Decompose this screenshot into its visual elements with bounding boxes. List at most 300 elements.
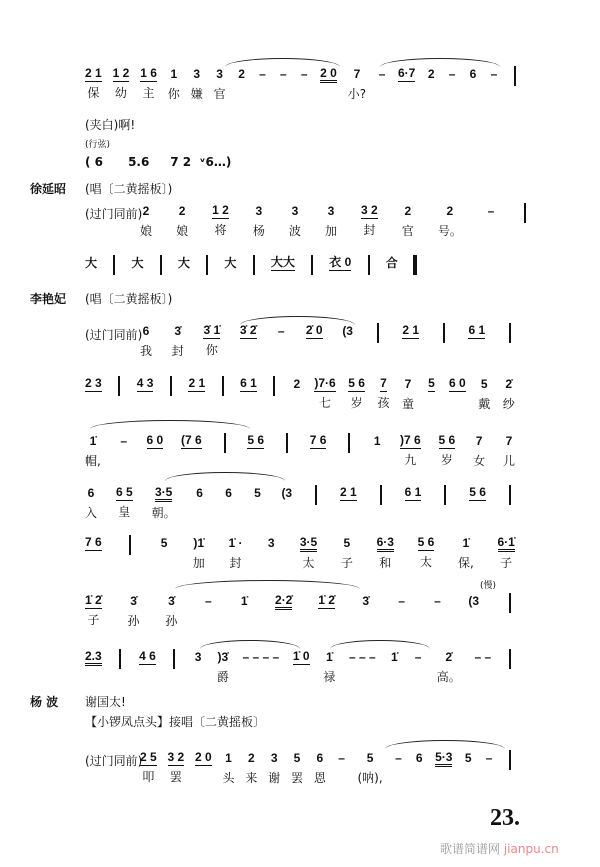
note: 1̇ (391, 650, 398, 664)
note: – (259, 67, 266, 81)
barline (440, 485, 450, 505)
barline-mark (273, 376, 275, 396)
lyric: 太 (302, 556, 315, 570)
note-column (240, 323, 257, 339)
barline-mark (509, 323, 511, 343)
lyric: 加 (192, 556, 205, 570)
note: 3 (193, 67, 201, 81)
barline-mark (413, 255, 417, 275)
note-column (85, 593, 102, 628)
note-column (253, 203, 265, 239)
note-column (314, 750, 326, 786)
note: 5 (343, 536, 351, 550)
barline (505, 485, 515, 505)
note-column (140, 66, 157, 101)
tempo-slow-marking: (慢) (480, 581, 497, 591)
note: 3 (267, 536, 275, 550)
note-column (325, 203, 337, 239)
note-column (439, 433, 456, 468)
note: 3 (270, 751, 278, 765)
note-column (337, 750, 347, 767)
lyric: 儿 (502, 454, 515, 468)
note: 3̇ 2̇ (239, 323, 257, 337)
barline-mark (222, 376, 224, 396)
lyric: 九 (404, 453, 417, 467)
lyric: 子 (87, 613, 100, 627)
note: 5 6 (348, 376, 365, 390)
note-column (402, 323, 419, 339)
note-column (357, 750, 382, 786)
note: 3·5 (300, 535, 317, 552)
staff-line-3 (140, 323, 515, 359)
note-column (397, 593, 407, 610)
note: 1̇ 2̇ (318, 593, 335, 607)
note-column (176, 203, 188, 239)
xu-direction: (唱〔二黄摇板〕) (85, 182, 173, 196)
watermark-en: jianpu.cn (503, 842, 559, 856)
note-column (237, 66, 247, 83)
note-column (281, 485, 292, 502)
note-column (291, 750, 303, 786)
note: – (487, 204, 495, 218)
note-column (349, 649, 376, 666)
note-column (340, 485, 357, 501)
note-column (139, 649, 156, 665)
note-column (85, 255, 97, 272)
note-column (292, 376, 302, 393)
lyric: 官 (401, 224, 414, 238)
note: 大 (224, 256, 237, 270)
note: 6·3 (377, 535, 394, 552)
note: 4 6 (139, 649, 156, 663)
note-column (152, 485, 176, 521)
note-column (85, 433, 101, 469)
note-column (361, 203, 378, 238)
note: 2̇ 0 (305, 323, 323, 337)
note-column (310, 433, 327, 449)
lyric: 加 (324, 224, 337, 238)
note: 3 (327, 204, 335, 218)
note-column (386, 255, 398, 272)
guomen-label-3: (过门同前) (85, 754, 143, 768)
note: 2 (247, 751, 255, 765)
note-column (159, 535, 169, 552)
note: 5 (293, 751, 301, 765)
note-column (320, 66, 337, 83)
note: 1̇ 2̇ (85, 593, 102, 607)
lyric: 朝。 (151, 506, 176, 520)
barline-mark (286, 433, 288, 453)
note-column (178, 255, 190, 272)
note: 6·7 (397, 66, 416, 80)
note-column (318, 593, 335, 609)
yang-direction: 【小锣凤点头】接唱〔二黄摇板〕 (85, 715, 266, 729)
barline (344, 433, 354, 453)
lyric: 谢 (268, 771, 281, 785)
barline (269, 376, 279, 396)
note: 6 1 (468, 323, 486, 337)
lyric: 孙 (165, 614, 178, 628)
note: 6 1 (240, 376, 257, 390)
note-column (458, 535, 474, 571)
barline (410, 255, 420, 275)
lyric: 帽, (85, 454, 101, 468)
barline-mark (170, 376, 172, 396)
note: – (448, 67, 456, 81)
note-column (268, 750, 280, 786)
note-column (306, 323, 323, 339)
note-column (468, 66, 478, 83)
note-column (372, 433, 382, 450)
role-xu-yanzhao: 徐延昭 (30, 182, 67, 196)
note-column (437, 649, 461, 685)
note: – (300, 67, 308, 81)
note: (3 (281, 486, 293, 500)
note-column (193, 649, 203, 666)
note: 6 1 (404, 485, 422, 499)
note-column (85, 66, 102, 101)
note: 2 5 (140, 750, 157, 764)
lyric: 保 (87, 86, 100, 100)
note: 7 (380, 376, 387, 390)
note: – (414, 650, 422, 664)
barline-mark (444, 485, 446, 505)
note: 1̇ · (228, 536, 243, 550)
barline-mark (509, 750, 511, 770)
note: )7 6 (400, 433, 421, 447)
note-column (389, 649, 399, 666)
note-column (266, 535, 276, 552)
note: 1 (373, 434, 381, 448)
note-column (113, 66, 130, 101)
lyric: 波 (288, 224, 301, 238)
lyric: 嫌 (190, 87, 203, 101)
note: 2·2̇ (275, 593, 292, 610)
barline-mark (509, 593, 511, 613)
note: 2 1 (188, 376, 206, 390)
note: – (280, 67, 287, 81)
lyric: 娘 (140, 224, 153, 238)
staff-line-2 (140, 203, 530, 239)
lyric: 你 (167, 87, 180, 101)
li-direction: (唱〔二黄摇板〕) (85, 292, 173, 306)
lyric: 主 (142, 86, 155, 100)
note: 大 (177, 256, 190, 270)
lyric: 纱 (502, 397, 515, 411)
note: 6 0 (146, 433, 164, 447)
page-number: 23. (490, 805, 520, 831)
note-column (137, 376, 154, 392)
note: 3 2 (361, 203, 378, 217)
note-column (402, 203, 414, 239)
slur-mark (175, 580, 360, 589)
note: 6 (87, 486, 95, 500)
lyric: 太 (419, 555, 432, 569)
note-column (193, 535, 205, 571)
note-column (203, 323, 220, 358)
lyric: 爵 (216, 670, 229, 684)
lyric: 罢 (290, 771, 303, 785)
lyric: 封 (229, 556, 242, 570)
note: 2 1 (85, 66, 102, 80)
note: 3 (291, 204, 299, 218)
note: – (395, 751, 402, 765)
yang-spoken-line: 谢国太! (85, 695, 126, 709)
barline-mark (113, 255, 115, 275)
note: 6 0 (449, 376, 466, 390)
barline-mark (118, 376, 120, 396)
lyric: 岁 (350, 396, 363, 410)
staff-line-7 (85, 535, 515, 571)
note: 1̇ (462, 536, 470, 550)
note-column (342, 323, 353, 340)
note-column (247, 433, 264, 449)
slur-mark (200, 640, 300, 649)
xingxian-notes: ( 6 5.6 7 2 ᵛ6…) (85, 155, 232, 169)
note-column (449, 376, 466, 392)
lyric: 小? (347, 87, 367, 101)
staff-line-8 (85, 593, 515, 629)
note: 2 (404, 204, 412, 218)
barline (505, 323, 515, 343)
note: 5 (480, 377, 488, 391)
note-column (484, 750, 494, 767)
lyric: 封 (363, 223, 376, 237)
note: – (434, 594, 441, 608)
note: 7 (404, 377, 412, 391)
note: 3 (194, 650, 202, 664)
note-column (402, 376, 414, 412)
note-column (413, 649, 423, 666)
lyric: 皇 (118, 505, 131, 519)
note-column (341, 535, 353, 571)
barline-mark (509, 649, 511, 669)
lyric: 将 (214, 223, 227, 237)
note: (3 (342, 324, 353, 338)
note-column (85, 649, 102, 666)
note: 6 5 (115, 485, 133, 499)
note-column (275, 593, 292, 610)
barline-mark (377, 323, 379, 343)
note: 5 (254, 486, 261, 500)
note-column (223, 750, 235, 786)
note: 3̇ (130, 594, 137, 608)
staff-line-9 (85, 649, 515, 685)
note-column (195, 485, 205, 502)
note-column (240, 376, 257, 392)
note: 5 (428, 376, 435, 390)
barline-mark (311, 255, 313, 275)
barline (505, 649, 515, 669)
barline (311, 485, 321, 505)
xingxian-label: (行弦) (85, 140, 111, 150)
note: 2 0 (195, 750, 212, 764)
barline (364, 255, 374, 275)
slur-mark (165, 472, 285, 481)
note: 5 6 (247, 433, 265, 447)
note-column (400, 433, 421, 468)
note-column (239, 593, 249, 610)
note: 1̇ (325, 650, 333, 664)
note: 6 (225, 486, 232, 500)
note-column (128, 593, 140, 629)
lyric: 你 (205, 343, 218, 357)
lyric: 子 (340, 556, 353, 570)
note: 3·5 (155, 485, 172, 502)
note-column (348, 376, 365, 411)
staff-line-5 (85, 433, 515, 469)
note-column (293, 649, 310, 665)
note: (7 6 (181, 433, 202, 447)
note: – – – – (242, 650, 280, 664)
note: 1̇ (89, 434, 97, 448)
note: 1 (170, 67, 178, 81)
note: 7 (505, 434, 513, 448)
note: 6 (142, 324, 150, 338)
barline-mark (348, 433, 350, 453)
note: 3 2 (167, 750, 185, 764)
note: 2 (427, 67, 435, 81)
barline-mark (380, 485, 382, 505)
lyric: 号。 (437, 224, 462, 238)
barline (166, 376, 176, 396)
lyric: 女 (473, 454, 486, 468)
note-column (314, 376, 335, 411)
note-column (398, 66, 415, 82)
note: 5 (366, 751, 374, 765)
staff-line-4 (85, 376, 515, 412)
note: 6 (415, 751, 423, 765)
note-column (348, 66, 366, 102)
role-li-yanfei: 李艳妃 (30, 292, 67, 306)
barline-mark (206, 255, 208, 275)
lyric: 戴 (478, 397, 491, 411)
lyric: 我 (140, 344, 153, 358)
note: – (485, 751, 493, 765)
watermark (440, 840, 559, 857)
note: 大 (85, 256, 98, 270)
note: 1̇ (240, 594, 248, 608)
role-yang-bo: 杨 波 (30, 695, 59, 709)
barline-mark (129, 535, 131, 555)
slur-mark (385, 740, 505, 749)
barline-mark (253, 255, 255, 275)
note: 1 2 (212, 203, 229, 217)
note: 7 6 (85, 535, 102, 549)
note: – (277, 324, 285, 338)
note-column (271, 255, 295, 271)
lyric: 高。 (436, 670, 461, 684)
note-column (361, 593, 371, 610)
note: – (204, 594, 212, 608)
note-column (489, 66, 499, 83)
note-column (212, 203, 229, 238)
note-column (203, 593, 213, 610)
note-column (119, 433, 129, 450)
note: 4 3 (136, 376, 154, 390)
note-column (300, 535, 317, 571)
barline (373, 323, 383, 343)
note-column (245, 750, 257, 786)
barline (376, 485, 386, 505)
lyric: 七 (319, 396, 332, 410)
note: 3 (216, 67, 223, 81)
note-column (217, 649, 229, 685)
note: 大 (131, 256, 144, 270)
lyric: 童 (401, 397, 414, 411)
note-column (418, 535, 435, 570)
barline-mark (509, 485, 511, 505)
note-column (329, 255, 351, 271)
lyric: 子 (500, 556, 513, 570)
note: 3 (255, 204, 263, 218)
note-column (473, 433, 485, 469)
note-column (438, 203, 462, 239)
note: )1̇ (193, 536, 205, 550)
barline (156, 255, 166, 275)
barline (218, 376, 228, 396)
note-column (85, 376, 102, 392)
lyric: 保, (457, 556, 474, 570)
lyric: 娘 (176, 224, 189, 238)
note-column (181, 433, 202, 449)
note: 6 (469, 67, 477, 81)
note-column (468, 593, 479, 610)
note-column (224, 255, 236, 272)
staff-line-1 (85, 66, 520, 102)
barline (505, 750, 515, 770)
note: 6 (196, 486, 203, 500)
note: 2 (293, 377, 301, 391)
note-column (405, 485, 422, 501)
barline (109, 255, 119, 275)
note-column (140, 323, 152, 359)
lyric: 叩 (142, 770, 155, 784)
note: 大大 (270, 255, 295, 269)
note-column (503, 433, 515, 469)
note-column (278, 66, 288, 83)
lyric: 恩 (313, 771, 326, 785)
note: 6·1̇ (498, 535, 515, 552)
note: 5·3 (435, 750, 452, 767)
note-column (131, 255, 143, 272)
note: 1 (225, 751, 232, 765)
note: 3̇ (362, 594, 370, 608)
barline-mark (160, 255, 162, 275)
watermark-cn: 歌谱简谱网 (440, 842, 501, 856)
note-column (289, 203, 301, 239)
note: 5 (464, 751, 472, 765)
staff-line-6 (85, 485, 515, 521)
note-column (116, 485, 133, 520)
note: 3̇ (174, 324, 182, 338)
lyric: 罢 (169, 770, 182, 784)
note-column (85, 485, 97, 521)
note-column (191, 66, 203, 102)
lyric: 头 (222, 771, 235, 785)
note: 1 6 (140, 66, 157, 80)
note-column (195, 750, 212, 766)
barline (115, 649, 125, 669)
note-column (486, 203, 496, 220)
note-column (377, 66, 387, 83)
slur-mark (240, 316, 355, 325)
note-column (414, 750, 424, 767)
note: 2 (446, 204, 454, 218)
note-column (168, 66, 180, 102)
note-column (427, 376, 437, 392)
note: 5 6 (469, 485, 486, 499)
